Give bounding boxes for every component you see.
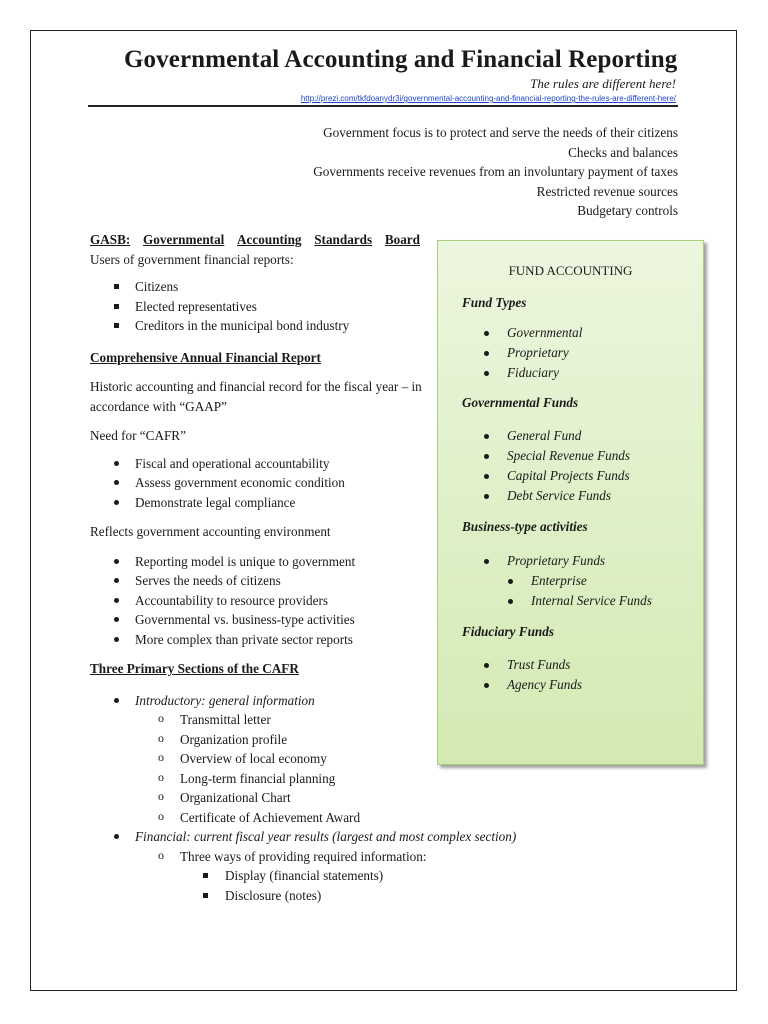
page-title: Governmental Accounting and Financial Reporting	[124, 46, 678, 73]
users-text: Users of government financial reports:	[90, 251, 294, 267]
list-item: Assess government economic condition	[90, 473, 425, 493]
list-item: o Organizational Chart	[90, 788, 550, 808]
governmental-funds-heading: Governmental Funds	[462, 395, 579, 410]
list-item: Agency Funds	[462, 675, 697, 695]
gasb-heading: GASB: Governmental Accounting Standards Board	[90, 232, 420, 247]
source-link[interactable]: http://prezi.com/tkfdoanydr3i/governmental-accounting-and-financial-reporting-the-rules-are-different-here/	[300, 94, 676, 103]
list-item: Enterprise	[462, 571, 697, 591]
list-item: Proprietary Funds	[462, 551, 697, 571]
cafr-heading: Comprehensive Annual Financial Report	[90, 349, 321, 365]
intro-line: Checks and balances	[568, 144, 678, 160]
cafr-description: Historic accounting and financial record for the fiscal year – in accordance with “GAAP”	[90, 379, 422, 414]
list-item: Fiscal and operational accountability	[90, 454, 425, 474]
list-item: Debt Service Funds	[462, 486, 697, 506]
list-item: o Certificate of Achievement Award	[90, 808, 550, 828]
list-item: Elected representatives	[90, 297, 425, 317]
business-activities-heading: Business-type activities	[462, 519, 588, 534]
intro-line: Restricted revenue sources	[536, 183, 678, 199]
fund-types-list	[462, 323, 697, 383]
users-list	[90, 277, 425, 336]
list-item: Creditors in the municipal bond industry	[90, 316, 425, 336]
cafr-needs-list	[90, 454, 425, 513]
list-item: Financial: current fiscal year results (largest and most complex section)	[90, 827, 570, 847]
list-item: o Overview of local economy	[90, 749, 550, 769]
list-item: Special Revenue Funds	[462, 446, 697, 466]
list-item: Introductory: general information	[90, 691, 550, 711]
list-item: Capital Projects Funds	[462, 466, 697, 486]
cafr-need-text: Need for “CAFR”	[90, 428, 186, 443]
financial-section	[90, 827, 570, 847]
list-item: Internal Service Funds	[462, 591, 697, 611]
list-item: Trust Funds	[462, 655, 697, 675]
fiduciary-funds-heading: Fiduciary Funds	[462, 624, 554, 639]
list-item: Governmental	[462, 323, 697, 343]
list-item: Proprietary	[462, 343, 697, 363]
page-subtitle: The rules are different here!	[530, 76, 676, 91]
list-item: o Organization profile	[90, 730, 550, 750]
reflects-text: Reflects government accounting environment	[90, 524, 331, 539]
reflects-list	[90, 552, 425, 650]
intro-line: Budgetary controls	[577, 203, 678, 218]
list-item: Reporting model is unique to government	[90, 552, 425, 572]
sections-heading: Three Primary Sections of the CAFR	[90, 661, 299, 676]
intro-list	[313, 123, 678, 221]
list-item: Citizens	[90, 277, 425, 297]
list-item: o Long-term financial planning	[90, 769, 550, 789]
fund-accounting-box	[437, 240, 704, 765]
intro-line: Governments receive revenues from an involuntary payment of taxes	[313, 164, 678, 179]
list-item: Display (financial statements)	[90, 866, 550, 886]
intro-line: Government focus is to protect and serve the needs of their citizens	[323, 125, 678, 140]
list-item: General Fund	[462, 426, 697, 446]
title-divider	[88, 105, 678, 107]
fund-box-title: FUND ACCOUNTING	[508, 263, 633, 278]
list-item: Disclosure (notes)	[90, 886, 550, 906]
list-item: o Transmittal letter	[90, 710, 550, 730]
list-item: Serves the needs of citizens	[90, 571, 425, 591]
list-item: Demonstrate legal compliance	[90, 493, 425, 513]
financial-sub-list	[90, 847, 550, 867]
business-activities-list	[462, 551, 697, 611]
governmental-funds-list	[462, 426, 697, 506]
list-item: Fiduciary	[462, 363, 697, 383]
list-item: Governmental vs. business-type activities	[90, 610, 425, 630]
fund-types-heading: Fund Types	[462, 295, 527, 310]
financial-items	[90, 866, 550, 905]
list-item: o Three ways of providing required information:	[90, 847, 550, 867]
fiduciary-funds-list	[462, 655, 697, 695]
list-item: Accountability to resource providers	[90, 591, 425, 611]
list-item: More complex than private sector reports	[90, 630, 425, 650]
